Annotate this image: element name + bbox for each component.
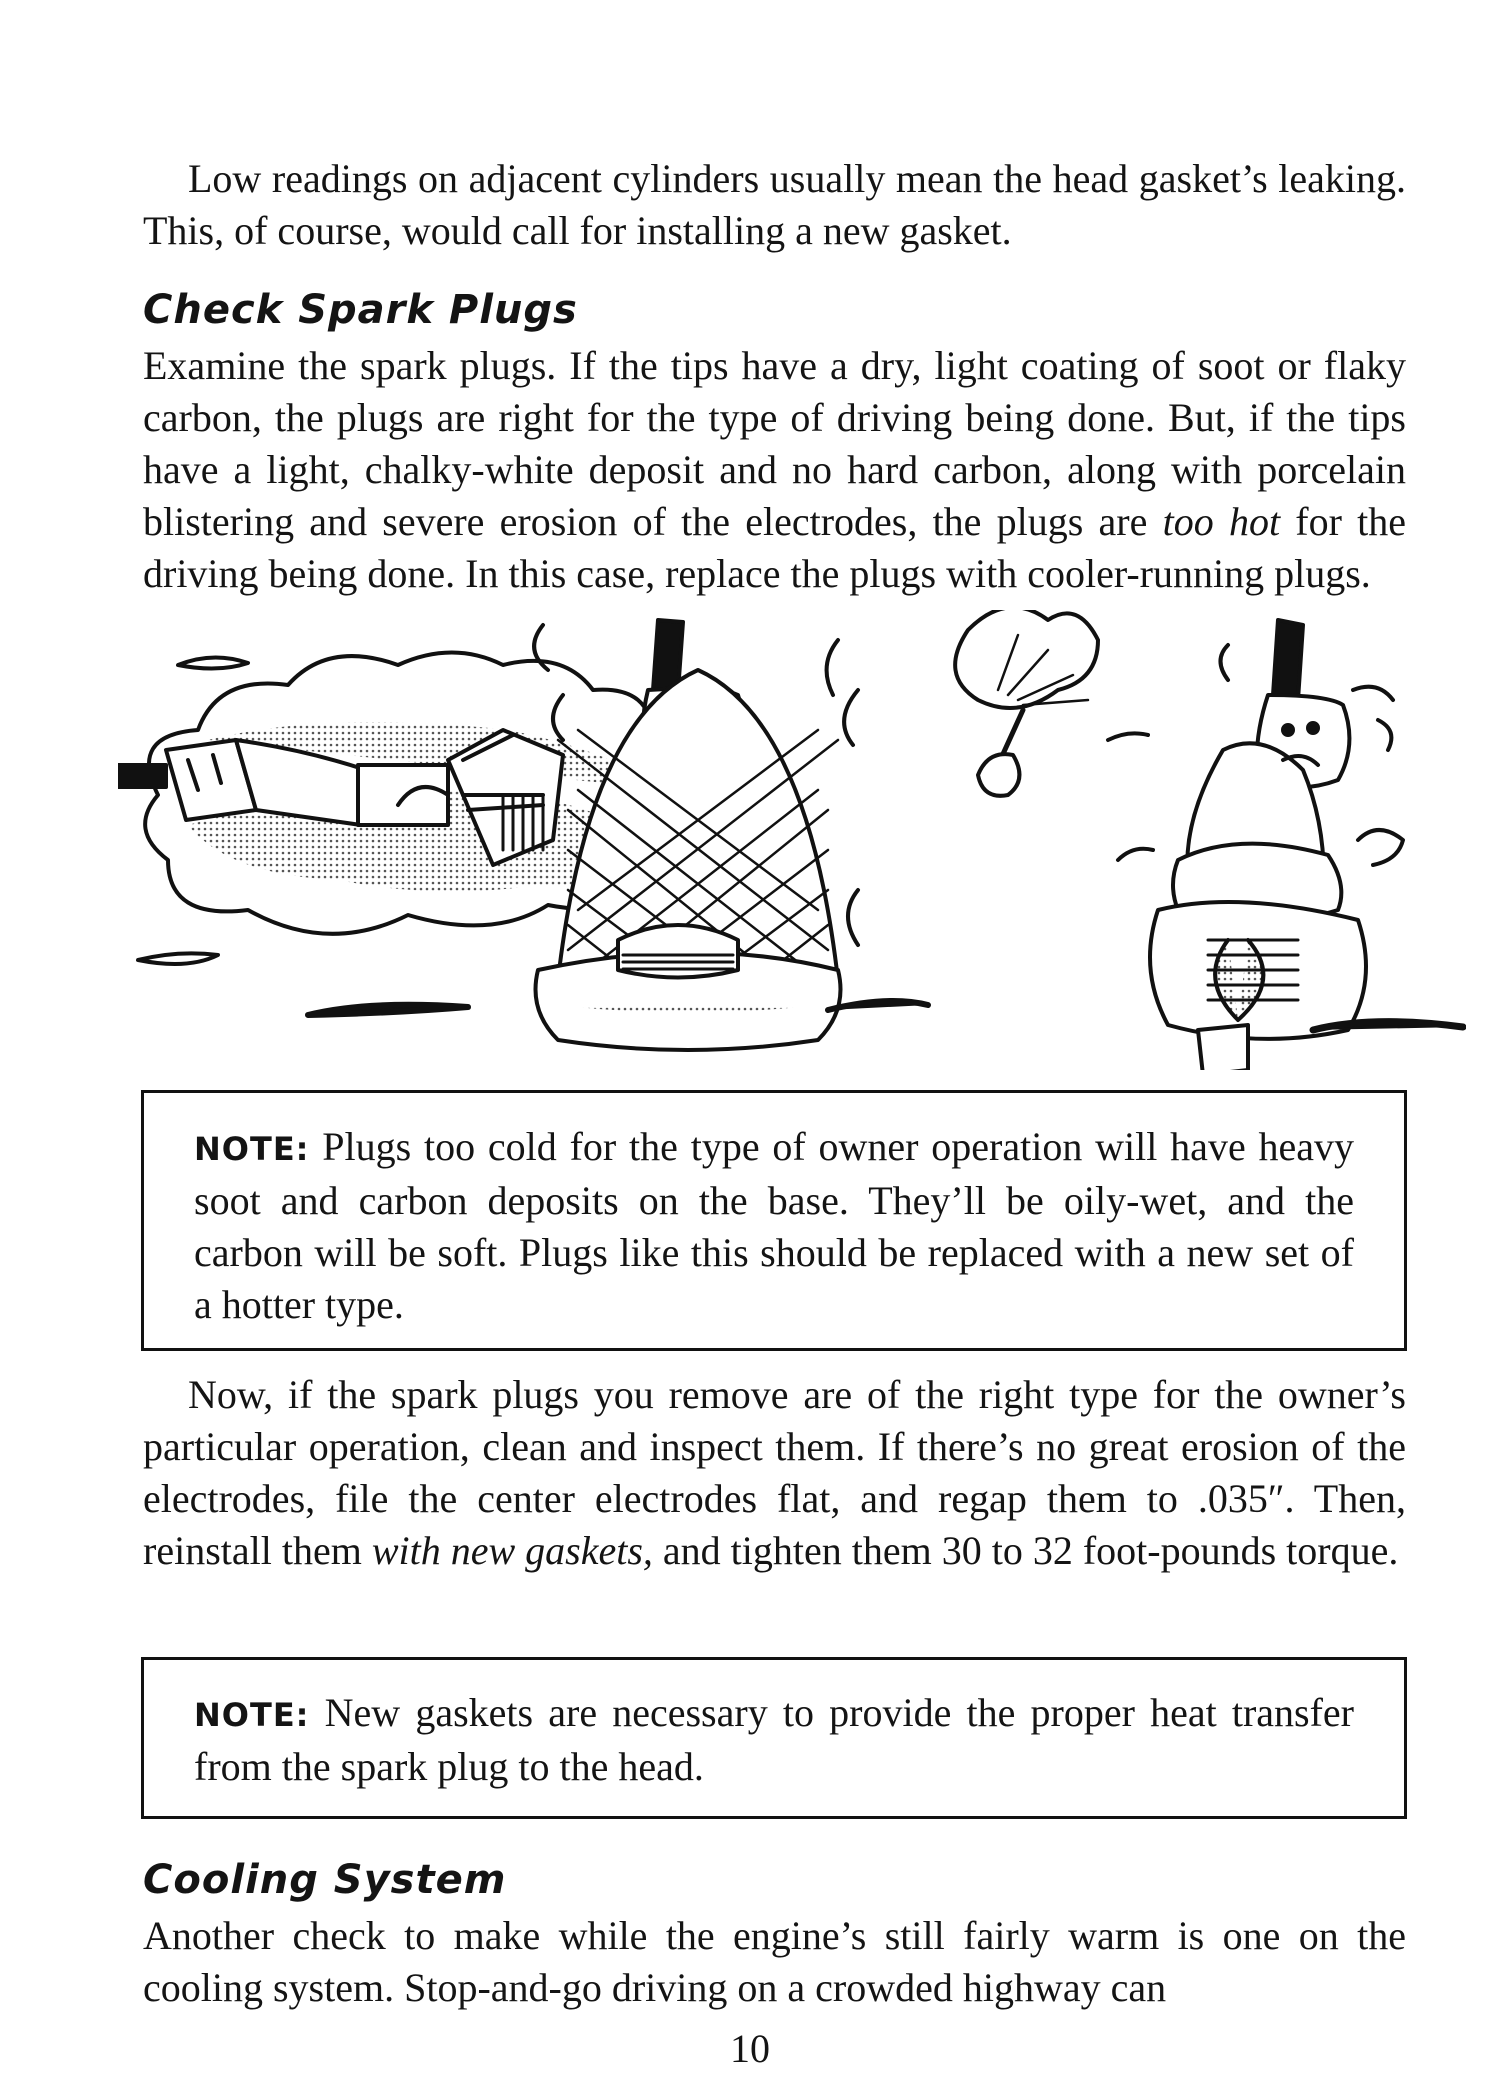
reinstall-text: Now, if the spark plugs you remove are of the right type for the owner’s particular operation, clean and inspect them. If there’s no great erosion of the electrodes, file the center electrodes flat, and regap them to .035″. Then, reinstall them: [143, 1372, 1406, 1573]
check-plugs-emphasis: too hot: [1162, 499, 1281, 544]
note-box-cold-plugs: [141, 1090, 1407, 1351]
netted-plug-in-dish: [534, 620, 928, 1050]
note-label: NOTE:: [194, 1696, 310, 1734]
spark-plug-cartoon-illustration: [118, 610, 1466, 1070]
check-plugs-tail: for the driving being done. In this case, replace the plugs with cooler-running plugs.: [143, 499, 1407, 596]
reinstall-emphasis: with new gaskets,: [371, 1528, 653, 1573]
intro-paragraph: [143, 153, 1406, 257]
reinstall-paragraph: [143, 1369, 1406, 1577]
note-label: NOTE:: [194, 1130, 310, 1168]
check-plugs-text: Examine the spark plugs. If the tips have a dry, light coating of soot or flaky carbon, the plugs are right for the type of driving being done. But, if the tips have a light, chalky-white deposit and no hard carbon, along with porcelain blistering and severe erosion of the electrodes, the plugs are: [143, 343, 1406, 544]
cooling-text: Another check to make while the engine’s still fairly warm is one on the cooling system. Stop-and-go driving on a crowded highway can: [143, 1913, 1406, 2010]
note-new-gaskets-text: [194, 1687, 1354, 1793]
page-number: 10: [730, 2026, 770, 2071]
reinstall-tail: and tighten them 30 to 32 foot-pounds torque.: [662, 1528, 1399, 1573]
heading-check-spark-plugs: Check Spark Plugs: [143, 287, 578, 333]
note-new-gaskets-body: New gaskets are necessary to provide the proper heat transfer from the spark plug to the head.: [194, 1690, 1354, 1789]
note-box-new-gaskets: [141, 1657, 1407, 1819]
intro-text: Low readings on adjacent cylinders usually mean the head gasket’s leaking. This, of course, would call for installing a new gasket.: [143, 156, 1406, 253]
note-cold-plugs-text: [194, 1121, 1354, 1331]
note-cold-plugs-body: Plugs too cold for the type of owner operation will have heavy soot and carbon deposits on the base. They’ll be oily-wet, and the carbon will be soft. Plugs like this should be replaced with a new set of a hotter type.: [194, 1124, 1355, 1327]
cooling-paragraph: [143, 1910, 1406, 2014]
check-plugs-paragraph: [143, 340, 1406, 600]
heading-cooling-system: Cooling System: [143, 1857, 507, 1903]
overheated-plug-with-fan: [955, 610, 1463, 1070]
